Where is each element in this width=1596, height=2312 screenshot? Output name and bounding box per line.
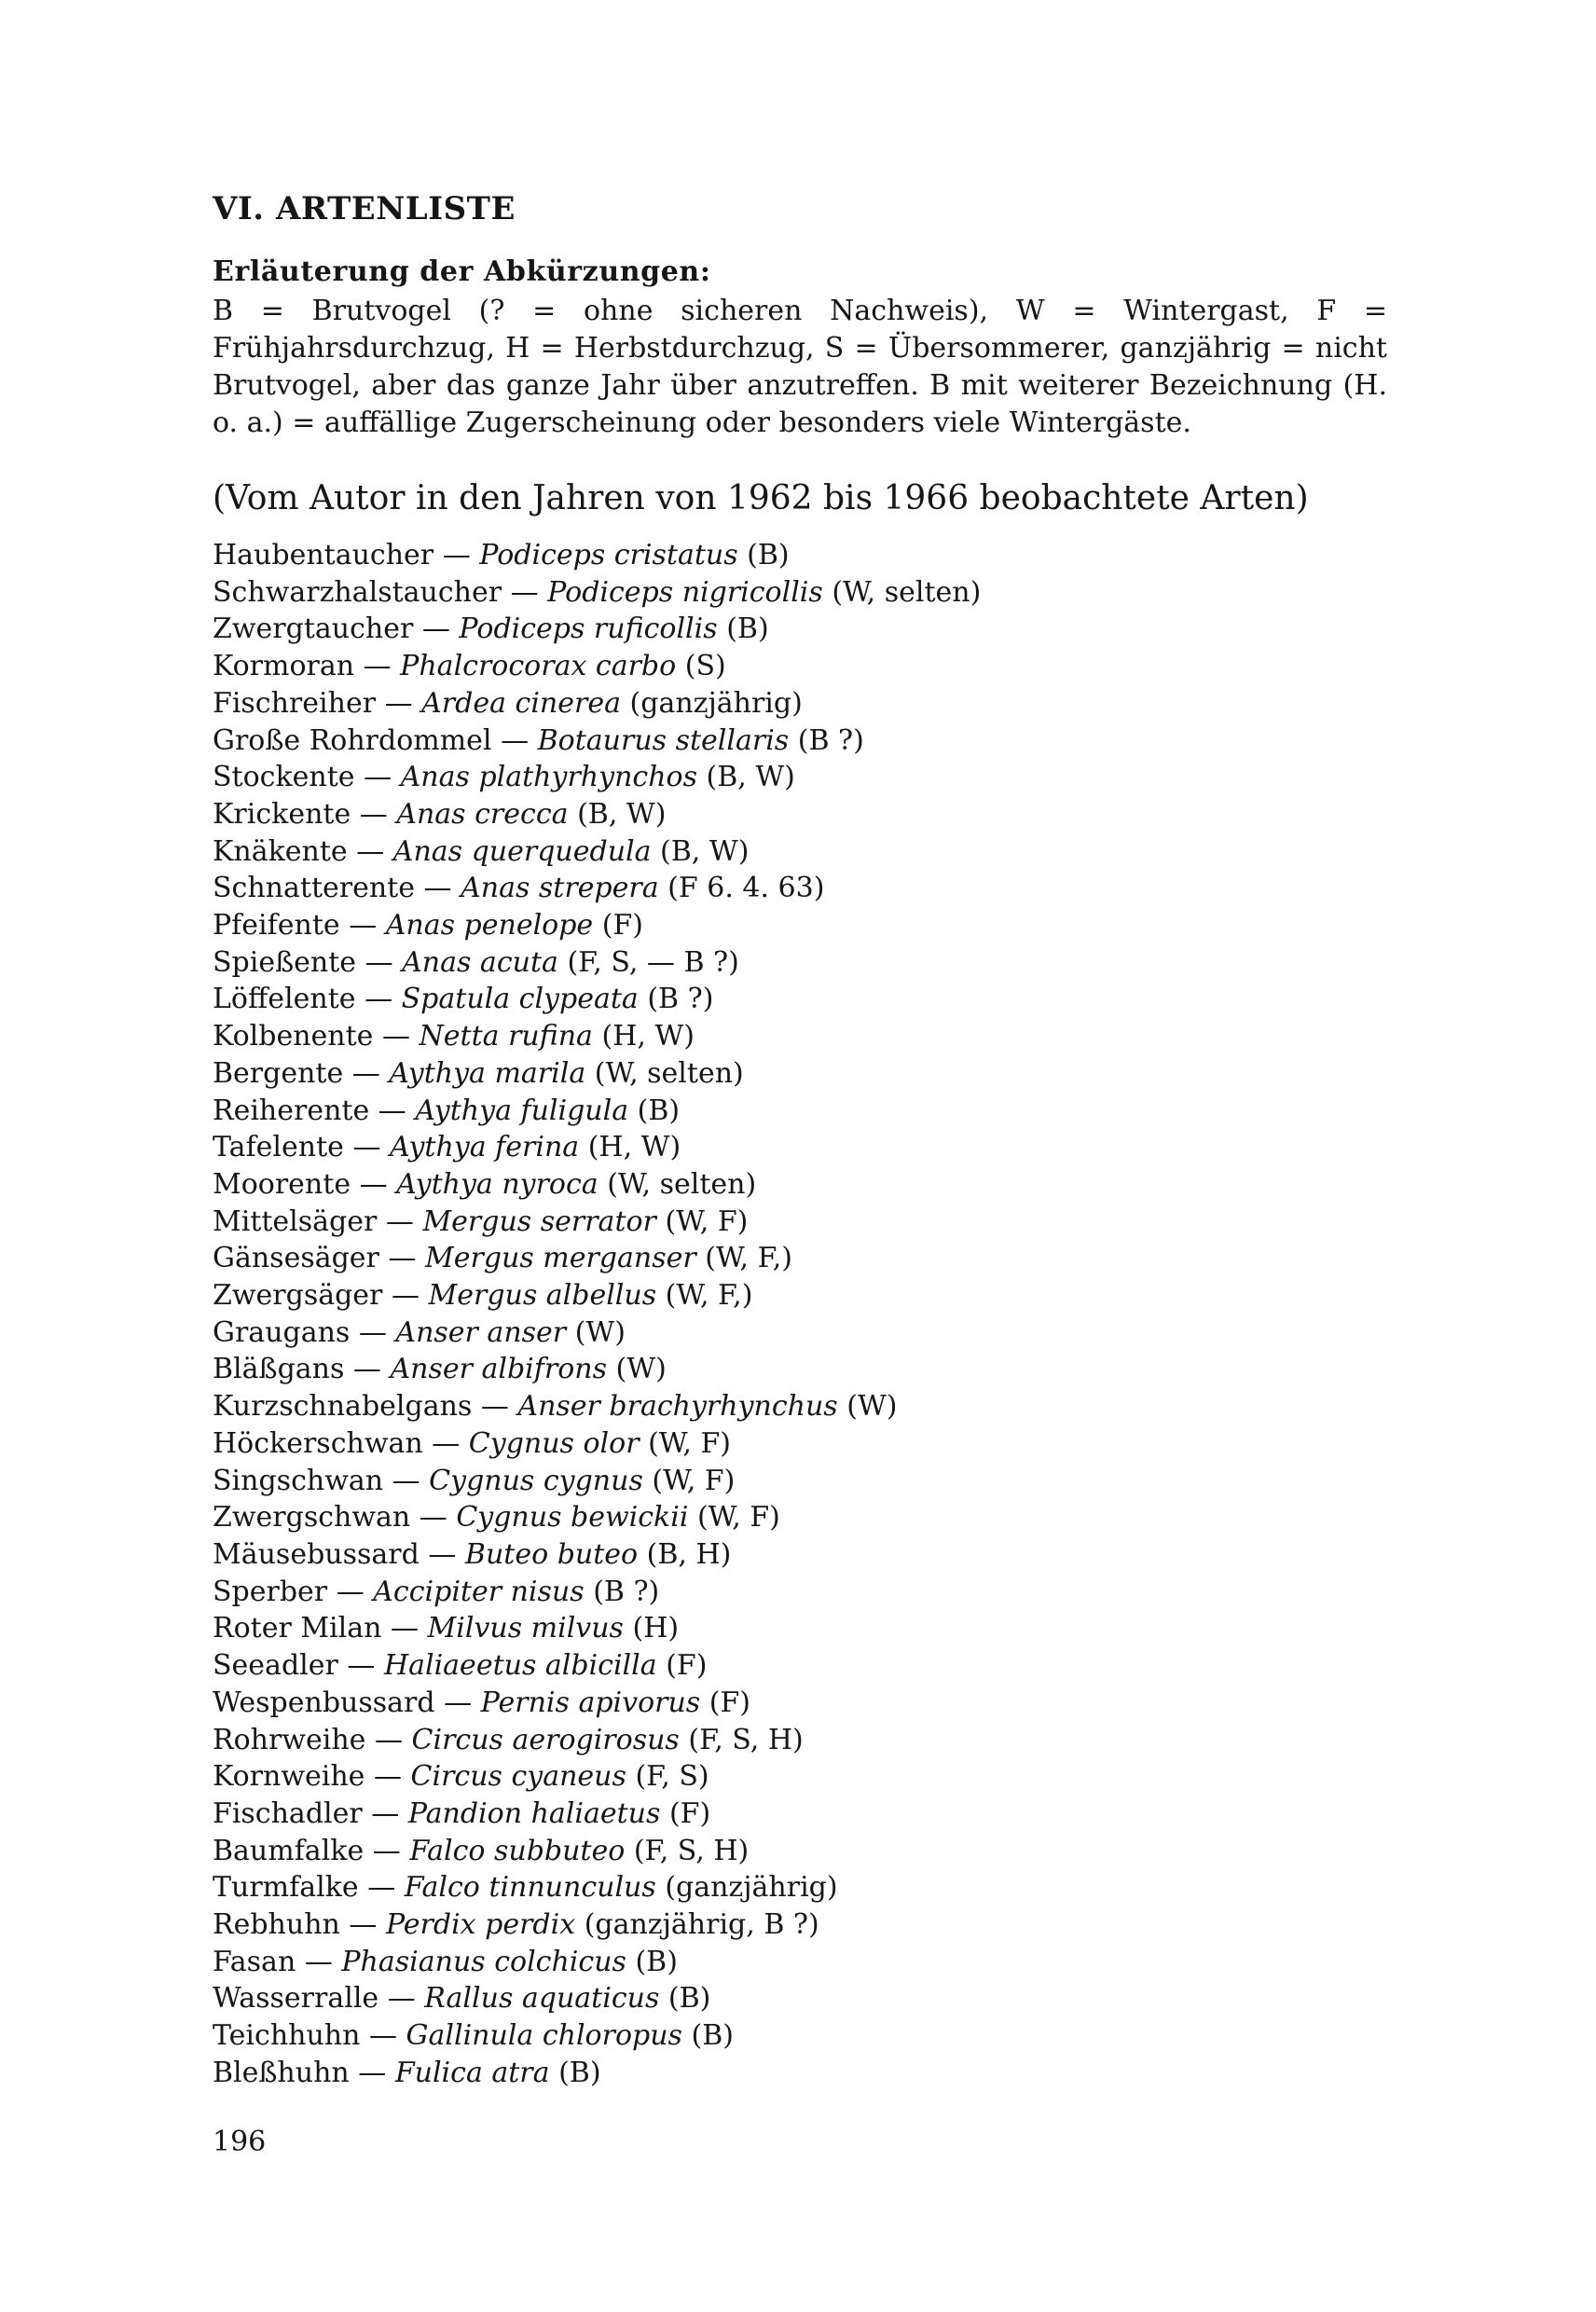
species-entry	[213, 1574, 1406, 1611]
species-status: (B)	[635, 1945, 678, 1978]
species-scientific-name: Cygnus olor	[468, 1426, 640, 1460]
species-scientific-name: Anser anser	[395, 1315, 567, 1349]
species-status: (B ?)	[593, 1575, 660, 1608]
species-scientific-name: Circus aerogirosus	[411, 1723, 680, 1756]
species-separator: —	[428, 1537, 457, 1571]
species-common-name: Knäkente	[213, 834, 348, 868]
species-status: (W, F,)	[665, 1279, 753, 1313]
species-entry	[213, 796, 1406, 833]
species-separator: —	[364, 761, 392, 794]
species-status: (F, S, — B ?)	[567, 945, 739, 979]
species-separator: —	[391, 1279, 420, 1313]
species-status: (W)	[846, 1390, 898, 1424]
species-status: (B ?)	[797, 723, 864, 757]
species-common-name: Fasan	[213, 1945, 296, 1978]
species-common-name: Sperber	[213, 1575, 328, 1608]
legend-heading: Erläuterung der Abkürzungen:	[213, 255, 711, 288]
species-separator: —	[352, 1353, 381, 1386]
species-separator: —	[347, 1649, 376, 1683]
species-entry	[213, 1499, 1406, 1536]
species-common-name: Zwergtaucher	[213, 612, 414, 646]
species-common-name: Wespenbussard	[213, 1686, 435, 1719]
species-separator: —	[349, 1908, 378, 1942]
species-status: (B)	[726, 612, 769, 646]
species-status: (B, W)	[660, 834, 750, 868]
species-status: (B)	[558, 2056, 601, 2089]
species-scientific-name: Phasianus colchicus	[341, 1945, 626, 1978]
species-entry	[213, 907, 1406, 944]
species-entry	[213, 611, 1406, 648]
species-status: (F 6. 4. 63)	[667, 872, 825, 905]
species-scientific-name: Pandion haliaetus	[407, 1796, 661, 1830]
species-scientific-name: Anser albifrons	[390, 1353, 607, 1386]
species-separator: —	[304, 1945, 333, 1978]
species-entry	[213, 1055, 1406, 1093]
species-separator: —	[421, 612, 450, 646]
species-status: (H, W)	[601, 1020, 695, 1053]
species-status: (ganzjährig)	[629, 686, 803, 720]
species-status: (F, S)	[635, 1760, 709, 1794]
species-common-name: Fischadler	[213, 1796, 363, 1830]
species-scientific-name: Aythya fuligula	[415, 1094, 629, 1127]
species-status: (B, W)	[706, 761, 795, 794]
species-status: (B)	[637, 1094, 681, 1127]
species-list	[213, 537, 1406, 2092]
species-entry	[213, 1425, 1406, 1463]
species-scientific-name: Anas acuta	[402, 945, 558, 979]
species-separator: —	[378, 1094, 406, 1127]
species-separator: —	[442, 539, 471, 571]
species-separator: —	[349, 909, 378, 943]
species-separator: —	[510, 575, 539, 609]
species-separator: —	[358, 2056, 387, 2089]
species-entry	[213, 1722, 1406, 1759]
species-scientific-name: Anas strepera	[461, 872, 659, 905]
species-common-name: Kormoran	[213, 650, 355, 683]
species-separator: —	[352, 1131, 381, 1164]
species-status: (W)	[615, 1353, 667, 1386]
species-scientific-name: Anas plathyrhynchos	[400, 761, 697, 794]
species-scientific-name: Haliaeetus albicilla	[383, 1649, 657, 1683]
species-separator: —	[387, 1982, 416, 2016]
species-separator: —	[367, 1871, 396, 1905]
species-common-name: Bleßhuhn	[213, 2056, 350, 2089]
species-separator: —	[501, 723, 530, 757]
species-status: (F)	[601, 909, 643, 943]
species-entry	[213, 1277, 1406, 1314]
species-entry	[213, 2017, 1406, 2055]
species-status: (ganzjährig, B ?)	[584, 1908, 819, 1942]
species-common-name: Schwarzhalstaucher	[213, 575, 502, 609]
species-common-name: Löffelente	[213, 983, 356, 1016]
section-title: VI. ARTENLISTE	[213, 190, 516, 227]
species-common-name: Zwergsäger	[213, 1279, 383, 1313]
species-separator: —	[373, 1760, 402, 1794]
species-entry	[213, 685, 1406, 722]
species-status: (F, S, H)	[688, 1723, 804, 1756]
species-scientific-name: Accipiter nisus	[373, 1575, 585, 1608]
species-separator: —	[365, 945, 393, 979]
intro-line: (Vom Autor in den Jahren von 1962 bis 1966 beobachtete Arten)	[213, 479, 1309, 517]
species-separator: —	[480, 1390, 509, 1424]
species-scientific-name: Phalcrocorax carbo	[400, 650, 677, 683]
species-separator: —	[432, 1426, 461, 1460]
species-scientific-name: Ardea cinerea	[421, 686, 621, 720]
species-scientific-name: Rallus aquaticus	[424, 1982, 660, 2016]
species-scientific-name: Podiceps nigricollis	[547, 575, 823, 609]
species-common-name: Mittelsäger	[213, 1204, 378, 1238]
species-scientific-name: Mergus serrator	[422, 1204, 656, 1238]
legend-text: B = Brutvogel (? = ohne sicheren Nachweis), W = Wintergast, F = Frühjahrsdurchzug, H = Herbstdurchzug, S = Übersommerer, ganzjährig = nicht Brutvogel, aber das ganze Jahr über anzutreffen. B mit weiterer Bezeichnung (H. o. a.) = auffällige Zugerscheinung oder besonders viele Wintergäste.	[213, 295, 1387, 439]
species-common-name: Höckerschwan	[213, 1426, 423, 1460]
species-common-name: Spießente	[213, 945, 357, 979]
species-scientific-name: Falco subbuteo	[409, 1834, 626, 1867]
species-status: (F)	[709, 1686, 750, 1719]
species-common-name: Krickente	[213, 797, 351, 831]
species-scientific-name: Mergus merganser	[425, 1242, 696, 1275]
species-status: (W, F,)	[705, 1242, 793, 1275]
species-status: (W, selten)	[832, 575, 982, 609]
species-entry	[213, 1240, 1406, 1277]
species-entry	[213, 1685, 1406, 1722]
species-separator: —	[384, 686, 413, 720]
species-common-name: Reiherente	[213, 1094, 370, 1127]
species-common-name: Zwergschwan	[213, 1501, 411, 1534]
species-entry	[213, 1869, 1406, 1906]
species-status: (F)	[668, 1796, 711, 1830]
species-scientific-name: Falco tinnunculus	[404, 1871, 656, 1905]
species-common-name: Moorente	[213, 1167, 351, 1201]
species-separator: —	[374, 1723, 403, 1756]
species-entry	[213, 1944, 1406, 1981]
species-separator: —	[356, 834, 385, 868]
species-common-name: Große Rohrdommel	[213, 723, 492, 757]
species-separator: —	[381, 1020, 410, 1053]
species-common-name: Kurzschnabelgans	[213, 1390, 473, 1424]
species-status: (ganzjährig)	[665, 1871, 838, 1905]
species-scientific-name: Netta rufina	[419, 1020, 593, 1053]
species-scientific-name: Aythya nyroca	[396, 1167, 598, 1201]
species-entry	[213, 833, 1406, 871]
species-status: (B)	[667, 1982, 711, 2016]
species-entry	[213, 944, 1406, 982]
species-entry	[213, 1980, 1406, 2017]
species-entry	[213, 1758, 1406, 1796]
species-scientific-name: Botaurus stellaris	[537, 723, 790, 757]
species-entry	[213, 759, 1406, 796]
species-scientific-name: Podiceps ruficollis	[459, 612, 718, 646]
species-entry	[213, 648, 1406, 685]
species-entry	[213, 574, 1406, 612]
species-separator: —	[388, 1242, 417, 1275]
species-separator: —	[371, 1796, 400, 1830]
species-scientific-name: Spatula clypeata	[401, 983, 639, 1016]
species-status: (B ?)	[647, 983, 714, 1016]
species-entry	[213, 2055, 1406, 2092]
species-entry	[213, 1314, 1406, 1352]
species-common-name: Pfeifente	[213, 909, 340, 943]
species-common-name: Wasserralle	[213, 1982, 379, 2016]
species-scientific-name: Anas crecca	[396, 797, 569, 831]
species-separator: —	[363, 650, 392, 683]
species-status: (W, F)	[652, 1464, 736, 1497]
species-status: (W, F)	[665, 1204, 749, 1238]
species-separator: —	[444, 1686, 473, 1719]
species-scientific-name: Perdix perdix	[385, 1908, 576, 1942]
species-common-name: Schnatterente	[213, 872, 415, 905]
species-status: (W, F)	[696, 1501, 780, 1534]
species-entry	[213, 1388, 1406, 1425]
species-common-name: Singschwan	[213, 1464, 384, 1497]
species-common-name: Gänsesäger	[213, 1242, 379, 1275]
species-common-name: Stockente	[213, 761, 355, 794]
species-status: (F, S, H)	[633, 1834, 750, 1867]
species-common-name: Bergente	[213, 1056, 344, 1090]
species-entry	[213, 1906, 1406, 1944]
species-entry	[213, 1833, 1406, 1870]
species-separator: —	[365, 983, 393, 1016]
species-status: (H, W)	[587, 1131, 681, 1164]
species-status: (B, H)	[646, 1537, 732, 1571]
species-scientific-name: Aythya marila	[389, 1056, 586, 1090]
species-scientific-name: Anas penelope	[385, 909, 594, 943]
species-status: (B)	[747, 539, 790, 571]
species-entry	[213, 537, 1406, 574]
species-status: (B)	[691, 2019, 734, 2053]
species-scientific-name: Fulica atra	[394, 2056, 550, 2089]
species-entry	[213, 1093, 1406, 1130]
species-scientific-name: Gallinula chloropus	[406, 2019, 682, 2053]
species-scientific-name: Pernis apivorus	[480, 1686, 701, 1719]
species-entry	[213, 870, 1406, 907]
species-scientific-name: Mergus albellus	[428, 1279, 657, 1313]
species-scientific-name: Cygnus bewickii	[456, 1501, 689, 1534]
species-entry	[213, 1204, 1406, 1241]
species-common-name: Baumfalke	[213, 1834, 365, 1867]
species-scientific-name: Anas querquedula	[392, 834, 652, 868]
species-separator: —	[423, 872, 452, 905]
species-common-name: Rohrweihe	[213, 1723, 366, 1756]
species-common-name: Fischreiher	[213, 686, 377, 720]
species-scientific-name: Buteo buteo	[464, 1537, 639, 1571]
species-scientific-name: Podiceps cristatus	[479, 539, 738, 571]
species-scientific-name: Aythya ferina	[390, 1131, 580, 1164]
species-status: (W, selten)	[607, 1167, 757, 1201]
species-common-name: Mäusebussard	[213, 1537, 420, 1571]
species-separator: —	[385, 1204, 414, 1238]
species-separator: —	[372, 1834, 401, 1867]
species-status: (F)	[666, 1649, 708, 1683]
species-common-name: Kolbenente	[213, 1020, 374, 1053]
species-entry	[213, 1647, 1406, 1685]
species-separator: —	[359, 797, 388, 831]
species-common-name: Seeadler	[213, 1649, 338, 1683]
species-status: (W, selten)	[594, 1056, 744, 1090]
species-entry	[213, 1018, 1406, 1055]
species-scientific-name: Milvus milvus	[427, 1612, 624, 1645]
page-number: 196	[213, 2126, 267, 2158]
species-separator: —	[336, 1575, 365, 1608]
species-scientific-name: Anser brachyrhynchus	[517, 1390, 838, 1424]
species-entry	[213, 1796, 1406, 1833]
species-scientific-name: Circus cyaneus	[410, 1760, 626, 1794]
page-content	[213, 186, 1406, 2092]
species-entry	[213, 722, 1406, 760]
species-common-name: Graugans	[213, 1315, 351, 1349]
species-common-name: Tafelente	[213, 1131, 344, 1164]
species-separator: —	[392, 1464, 420, 1497]
species-status: (H)	[632, 1612, 680, 1645]
species-separator: —	[351, 1056, 380, 1090]
species-separator: —	[419, 1501, 447, 1534]
species-entry	[213, 1610, 1406, 1647]
species-status: (W, F)	[648, 1426, 731, 1460]
species-common-name: Haubentaucher	[213, 539, 434, 571]
species-entry	[213, 1536, 1406, 1574]
species-common-name: Turmfalke	[213, 1871, 359, 1905]
species-common-name: Teichhuhn	[213, 2019, 361, 2053]
species-separator: —	[359, 1167, 388, 1201]
species-common-name: Kornweihe	[213, 1760, 365, 1794]
species-scientific-name: Cygnus cygnus	[429, 1464, 643, 1497]
species-separator: —	[391, 1612, 419, 1645]
species-entry	[213, 1351, 1406, 1388]
species-entry	[213, 981, 1406, 1018]
species-status: (W)	[574, 1315, 626, 1349]
species-common-name: Roter Milan	[213, 1612, 382, 1645]
species-status: (S)	[684, 650, 726, 683]
species-separator: —	[358, 1315, 387, 1349]
species-entry	[213, 1166, 1406, 1204]
species-separator: —	[368, 2019, 397, 2053]
species-entry	[213, 1463, 1406, 1500]
species-entry	[213, 1129, 1406, 1166]
species-common-name: Rebhuhn	[213, 1908, 340, 1942]
species-common-name: Bläßgans	[213, 1353, 345, 1386]
species-status: (B, W)	[577, 797, 667, 831]
